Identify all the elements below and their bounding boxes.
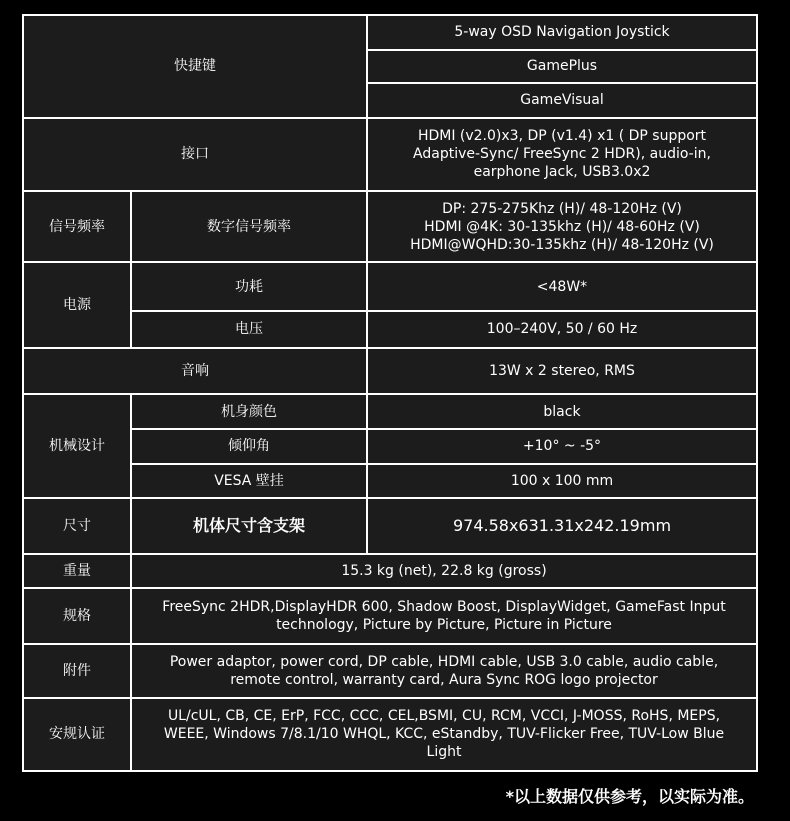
voltage-value: 100–240V, 50 / 60 Hz	[367, 311, 757, 348]
signal-value: DP: 275-275Khz (H)/ 48-120Hz (V) HDMI @4K: 30-135khz (H)/ 48-60Hz (V) HDMI@WQHD:30-135khz (H)/ 48-120Hz (V)	[367, 191, 757, 262]
footnote: *以上数据仅供参考，以实际为准。	[505, 787, 754, 806]
power-consumption-value: <48W*	[367, 262, 757, 311]
shortcut-label: 快捷键	[23, 15, 367, 118]
vesa-value: 100 x 100 mm	[367, 464, 757, 499]
spec-table	[22, 14, 758, 772]
weight-value: 15.3 kg (net), 22.8 kg (gross)	[131, 554, 757, 588]
power-consumption-label: 功耗	[131, 262, 367, 311]
spec-label: 规格	[23, 588, 131, 644]
color-label: 机身颜色	[131, 394, 367, 429]
tilt-value: +10° ~ -5°	[367, 429, 757, 464]
vesa-label: VESA 壁挂	[131, 464, 367, 499]
mech-label: 机械设计	[23, 394, 131, 498]
tilt-label: 倾仰角	[131, 429, 367, 464]
shortcut-value-gameplus: GamePlus	[367, 50, 757, 84]
cert-value: UL/cUL, CB, CE, ErP, FCC, CCC, CEL,BSMI, CU, RCM, VCCI, J-MOSS, RoHS, MEPS, WEEE, Windows 7/8.1/10 WHQL, KCC, eStandby, TUV-Flicker Free, TUV-Low Blue Light	[131, 698, 757, 771]
size-label: 尺寸	[23, 498, 131, 554]
audio-value: 13W x 2 stereo, RMS	[367, 348, 757, 395]
size-value: 974.58x631.31x242.19mm	[367, 498, 757, 554]
shortcut-value-joystick: 5-way OSD Navigation Joystick	[367, 15, 757, 50]
accessory-label: 附件	[23, 644, 131, 698]
color-value: black	[367, 394, 757, 429]
size-sub-label: 机体尺寸含支架	[131, 498, 367, 554]
power-label: 电源	[23, 262, 131, 347]
cert-label: 安规认证	[23, 698, 131, 771]
voltage-label: 电压	[131, 311, 367, 348]
spec-value: FreeSync 2HDR,DisplayHDR 600, Shadow Boost, DisplayWidget, GameFast Input technology, Picture by Picture, Picture in Picture	[131, 588, 757, 644]
shortcut-value-gamevisual: GameVisual	[367, 83, 757, 118]
ports-value: HDMI (v2.0)x3, DP (v1.4) x1 ( DP support Adaptive-Sync/ FreeSync 2 HDR), audio-in, earphone Jack, USB3.0x2	[367, 118, 757, 191]
signal-sub-label: 数字信号频率	[131, 191, 367, 262]
signal-label: 信号频率	[23, 191, 131, 262]
ports-label: 接口	[23, 118, 367, 191]
weight-label: 重量	[23, 554, 131, 588]
audio-label: 音响	[23, 348, 367, 395]
accessory-value: Power adaptor, power cord, DP cable, HDMI cable, USB 3.0 cable, audio cable, remote control, warranty card, Aura Sync ROG logo projector	[131, 644, 757, 698]
